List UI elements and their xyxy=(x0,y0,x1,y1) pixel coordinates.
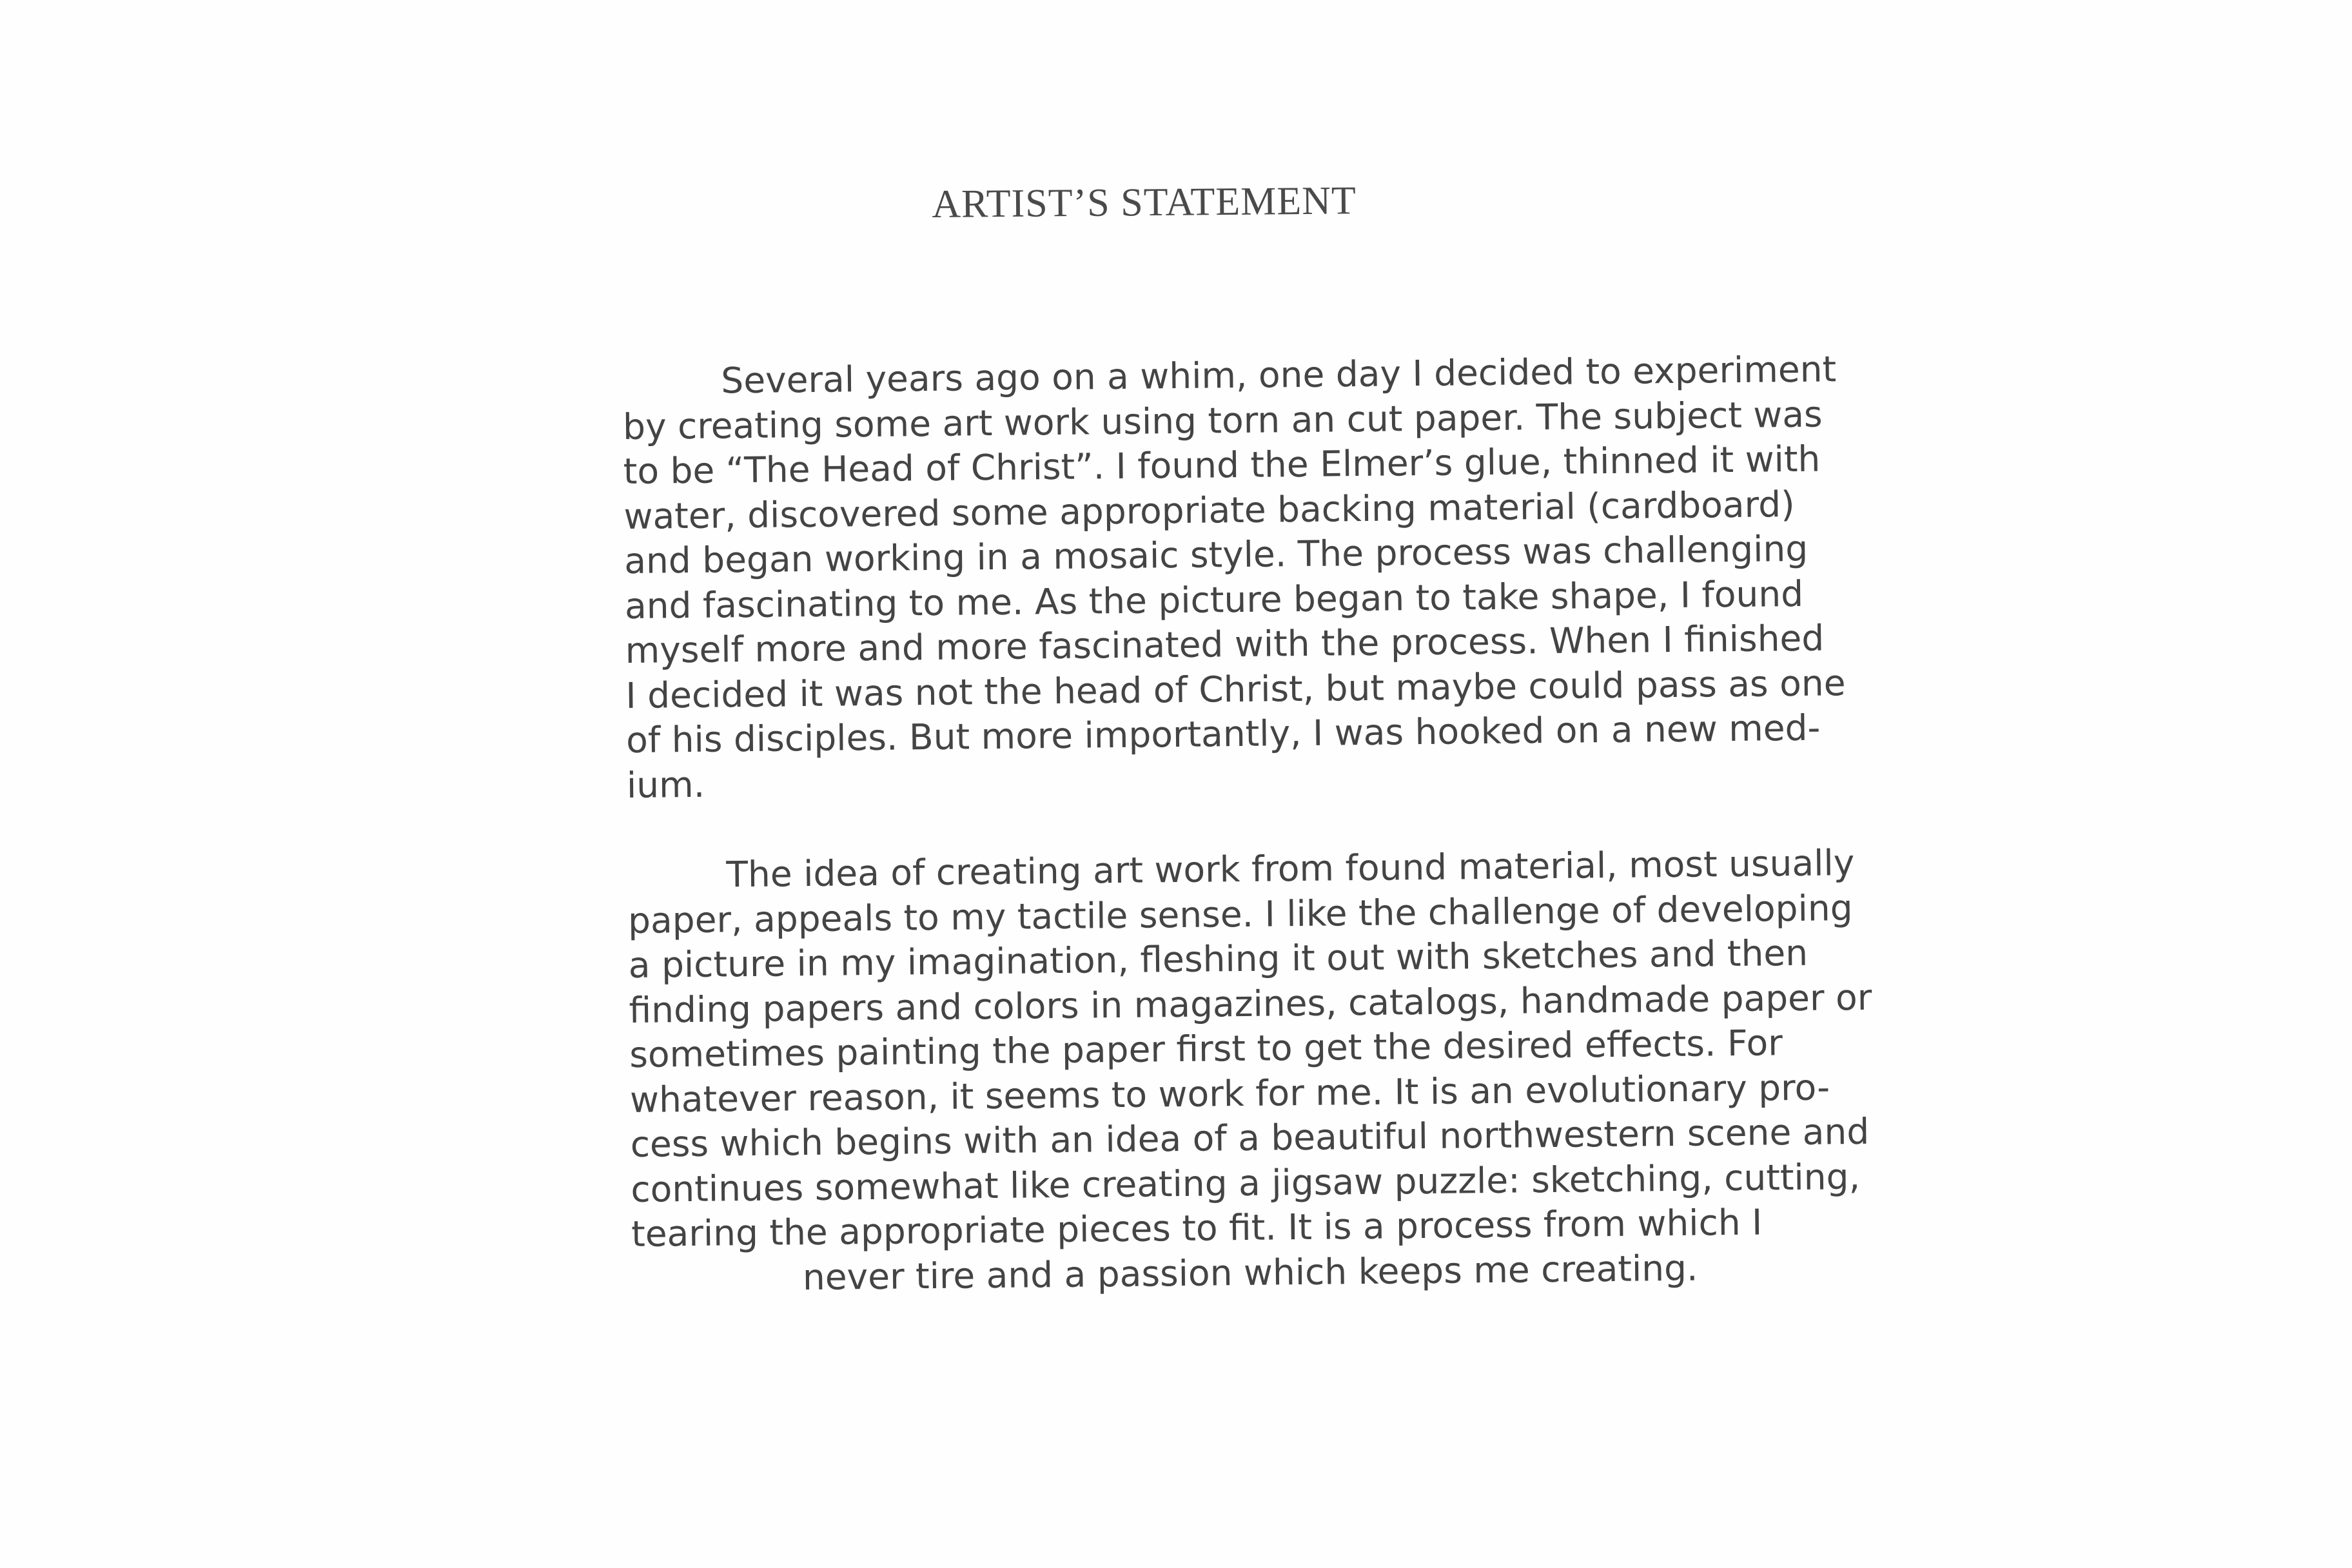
text-line: sometimes painting the paper first to get the desired effects. For xyxy=(629,1022,1783,1075)
text-line: finding papers and colors in magazines, catalogs, handmade paper or xyxy=(629,976,1872,1031)
text-line: The idea of creating art work from found material, most usually xyxy=(726,842,1855,896)
text-line: paper, appeals to my tactile sense. I like the challenge of developing xyxy=(627,887,1853,941)
document-title: ARTIST’S STATEMENT xyxy=(932,179,1357,226)
text-line: I decided it was not the head of Christ, but maybe could pass as one xyxy=(625,662,1846,716)
text-line: tearing the appropriate pieces to fit. It is a process from which I xyxy=(631,1201,1763,1255)
text-line: continues somewhat like creating a jigsaw puzzle: sketching, cutting, xyxy=(631,1155,1861,1210)
text-line: a picture in my imagination, fleshing it out with sketches and then xyxy=(628,932,1808,986)
text-line: whatever reason, it seems to work for me. It is an evolutionary pro- xyxy=(629,1066,1830,1121)
paragraph-1 xyxy=(622,348,1846,808)
text-line: never tire and a passion which keeps me creating. xyxy=(802,1247,1698,1298)
text-line: and fascinating to me. As the picture began to take shape, I found xyxy=(624,573,1804,627)
text-line: of his disciples. But more importantly, I was hooked on a new med- xyxy=(625,707,1821,761)
text-line: water, discovered some appropriate backing material (cardboard) xyxy=(623,483,1795,537)
statement-body xyxy=(622,348,1872,1302)
text-line: myself more and more fascinated with the process. When I finished xyxy=(625,617,1825,671)
text-line: ium. xyxy=(626,763,705,806)
text-line: to be “The Head of Christ”. I found the Elmer’s glue, thinned it with xyxy=(623,438,1821,492)
text-line: cess which begins with an idea of a beautiful northwestern scene and xyxy=(630,1110,1870,1165)
text-line: by creating some art work using torn an cut paper. The subject was xyxy=(622,393,1823,447)
text-line: Several years ago on a whim, one day I decided to experiment xyxy=(721,348,1837,402)
paragraph-2 xyxy=(627,841,1872,1302)
text-line: and began working in a mosaic style. The process was challenging xyxy=(623,527,1808,582)
